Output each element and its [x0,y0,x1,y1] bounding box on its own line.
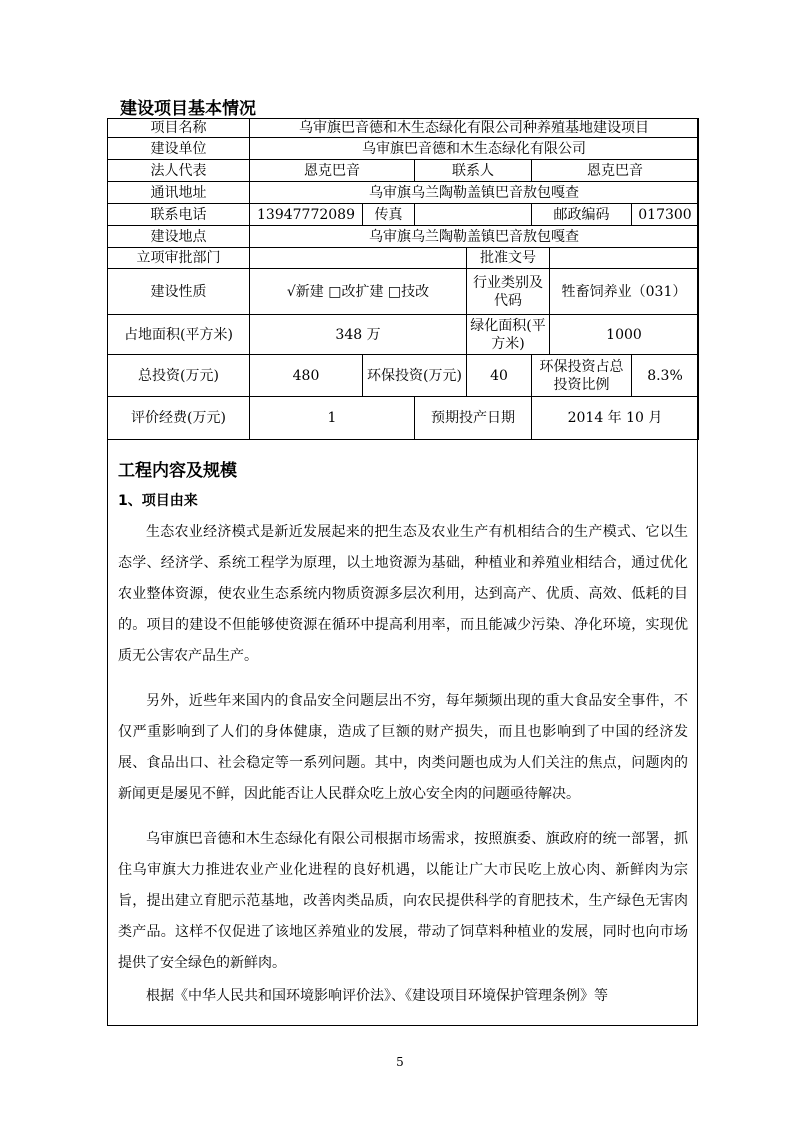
table-row [108,160,699,182]
paragraph: 根据《中华人民共和国环境影响评价法》、《建设项目环境保护管理条例》等 [146,988,608,1004]
eval-fee-label: 评价经费(万元) [108,397,250,440]
approval-no-value [550,248,699,269]
project-name-label: 项目名称 [108,119,250,138]
approval-no-label: 批准文号 [467,248,550,269]
page-number: 5 [396,1055,404,1069]
approval-dept-label: 立项审批部门 [108,248,250,269]
table-row [108,355,699,397]
address-value: 乌审旗乌兰陶勒盖镇巴音敖包嘎查 [250,182,699,204]
nature-label: 建设性质 [108,269,250,315]
env-ratio-label: 环保投资占总投资比例 [532,355,632,397]
builder-label: 建设单位 [108,138,250,160]
table-row [108,315,699,355]
page-title: 建设项目基本情况 [120,99,256,119]
site-label: 建设地点 [108,226,250,248]
green-value: 1000 [550,315,699,355]
green-label: 绿化面积(平方米) [467,315,550,355]
phone-value: 13947772089 [250,204,363,226]
table-row [108,182,699,204]
start-date-value: 2014 年 10 月 [532,397,699,440]
contact-label: 联系人 [415,160,532,182]
legal-rep-value: 恩克巴音 [250,160,415,182]
eval-fee-value: 1 [250,397,415,440]
invest-label: 总投资(万元) [108,355,250,397]
paragraph: 另外，近些年来国内的食品安全问题层出不穷，每年频频出现的重大食品安全事件，不仅严重影响到了人们的身体健康，造成了巨额的财产损失，而且也影响到了中国的经济发展、食品出口、社会稳定等一系列问题。其中，肉类问题也成为人们关注的焦点，问题肉的新闻更是屡见不鲜，因此能否让人民群众吃上放心安全肉的问题亟待解决。 [118,693,688,802]
area-value: 348 万 [250,315,467,355]
nature-options: √新建 □改扩建 □技改 [250,269,467,315]
env-invest-label: 环保投资(万元) [363,355,467,397]
phone-label: 联系电话 [108,204,250,226]
env-ratio-value: 8.3% [632,355,699,397]
table-row [108,119,699,138]
table-row [108,204,699,226]
table-row [108,397,699,440]
sub-section-title: 1、项目由来 [118,493,198,509]
site-value: 乌审旗乌兰陶勒盖镇巴音敖包嘎查 [250,226,699,248]
contact-value: 恩克巴音 [532,160,699,182]
section-title: 工程内容及规模 [118,461,237,481]
env-invest-value: 40 [467,355,532,397]
fax-value [415,204,532,226]
approval-dept-value [250,248,467,269]
body-text [118,517,688,1012]
paragraph: 生态农业经济模式是新近发展起来的把生态及农业生产有机相结合的生产模式、它以生态学、经济学、系统工程学为原理，以土地资源为基础，种植业和养殖业相结合，通过优化农业整体资源，使农业生态系统内物质资源多层次利用，达到高产、优质、高效、低耗的目的。项目的建设不但能够使资源在循环中提高利用率，而且能减少污染、净化环境，实现优质无公害农产品生产。 [118,524,688,664]
table-row [108,226,699,248]
postcode-value: 017300 [632,204,699,226]
builder-value: 乌审旗巴音德和木生态绿化有限公司 [250,138,699,160]
table-row [108,248,699,269]
basic-info-table [107,118,699,440]
industry-value: 牲畜饲养业（031） [550,269,699,315]
postcode-label: 邮政编码 [532,204,632,226]
address-label: 通讯地址 [108,182,250,204]
start-date-label: 预期投产日期 [415,397,532,440]
table-row [108,138,699,160]
table-row [108,269,699,315]
project-name-value: 乌审旗巴音德和木生态绿化有限公司种养殖基地建设项目 [250,119,699,138]
legal-rep-label: 法人代表 [108,160,250,182]
industry-label: 行业类别及代码 [467,269,550,315]
area-label: 占地面积(平方米) [108,315,250,355]
paragraph: 乌审旗巴音德和木生态绿化有限公司根据市场需求，按照旗委、旗政府的统一部署，抓住乌审旗大力推进农业产业化进程的良好机遇，以能让广大市民吃上放心肉、新鲜肉为宗旨，提出建立育肥示范基地，改善肉类品质，向农民提供科学的育肥技术，生产绿色无害肉类产品。这样不仅促进了该地区养殖业的发展，带动了饲草料种植业的发展，同时也向市场提供了安全绿色的新鲜肉。 [118,831,688,971]
invest-value: 480 [250,355,363,397]
fax-label: 传真 [363,204,415,226]
